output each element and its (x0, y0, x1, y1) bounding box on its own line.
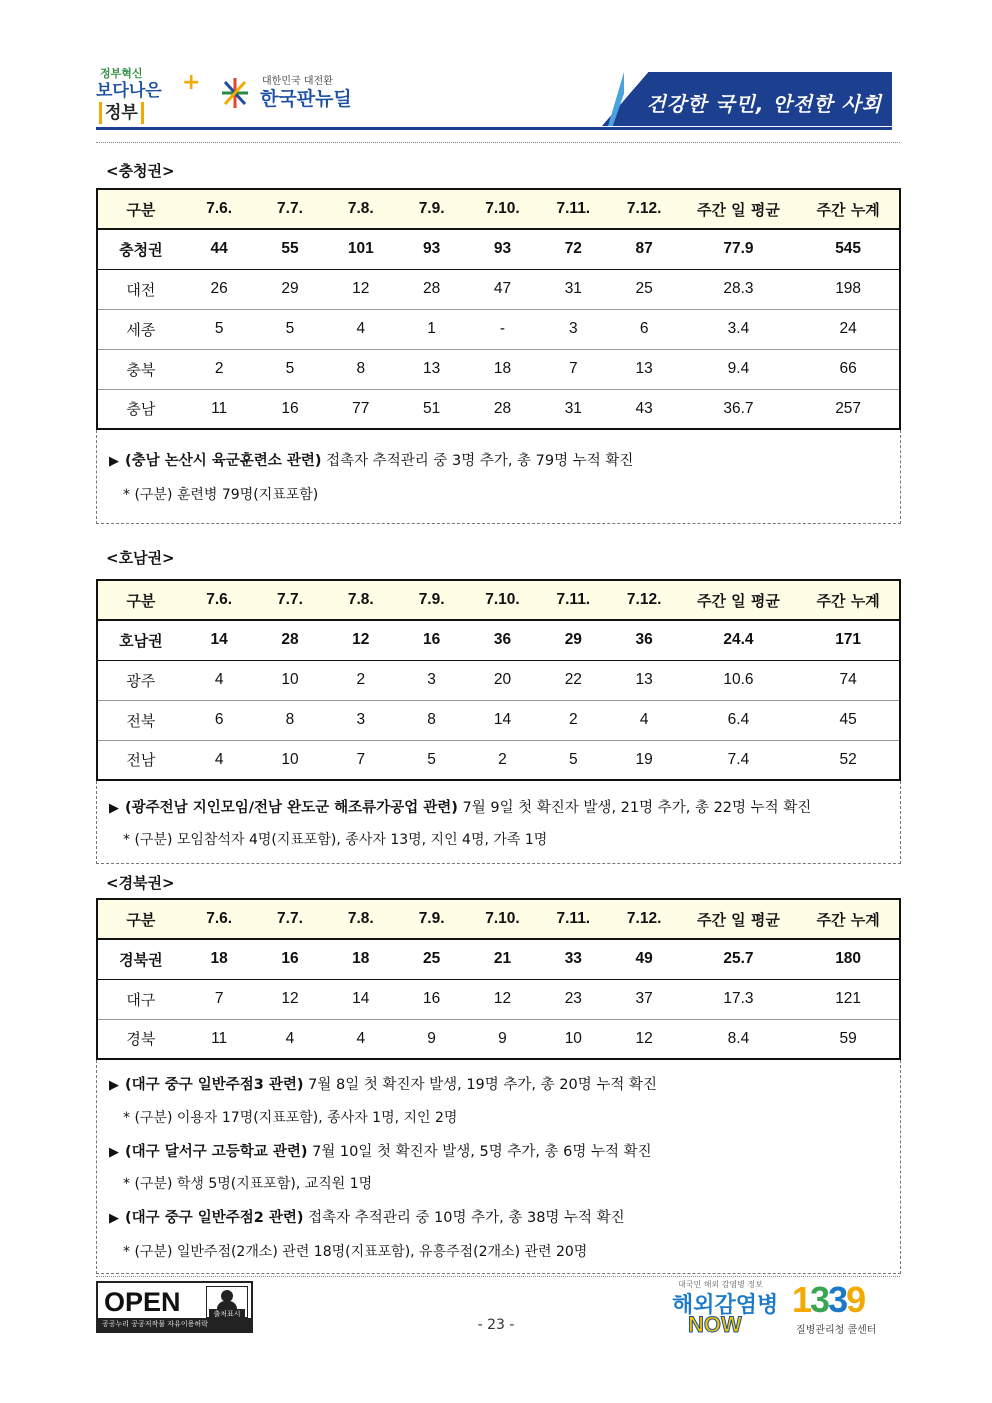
value-cell: 3 (538, 309, 609, 349)
section-title: <충청권> (106, 162, 175, 180)
note-text: 7월 10일 첫 확진자 발생, 5명 추가, 총 6명 누적 확진 (307, 1144, 652, 1160)
value-cell: 12 (609, 1019, 680, 1059)
region-table (96, 188, 901, 430)
footer-divider (96, 1276, 900, 1277)
note-line (109, 1206, 625, 1227)
value-cell: 77.9 (680, 229, 798, 269)
value-cell: 12 (325, 620, 396, 660)
value-cell: 101 (325, 229, 396, 269)
value-cell: 12 (255, 979, 326, 1019)
value-cell: 44 (184, 229, 255, 269)
logo1-small-text: 정부혁신 (100, 67, 143, 80)
column-header: 7.10. (467, 899, 538, 939)
table-row (97, 740, 900, 780)
value-cell: 11 (184, 389, 255, 429)
note-line (109, 1140, 652, 1161)
table-total-row (97, 939, 900, 979)
region-name-cell: 경북권 (97, 939, 184, 979)
column-header: 주간 누계 (797, 899, 900, 939)
value-cell: 12 (467, 979, 538, 1019)
value-cell: 36 (467, 620, 538, 660)
value-cell: 21 (467, 939, 538, 979)
notes-box (96, 781, 901, 864)
value-cell: 66 (797, 349, 900, 389)
note-title: (대구 중구 일반주점3 관련) (125, 1077, 304, 1093)
value-cell: 10 (538, 1019, 609, 1059)
table-header-row (97, 580, 900, 620)
value-cell: 18 (184, 939, 255, 979)
note-text: 접촉자 추적관리 중 3명 추가, 총 79명 누적 확진 (321, 453, 634, 469)
value-cell: 36.7 (680, 389, 798, 429)
region-name-cell: 호남권 (97, 620, 184, 660)
open-label: OPEN (104, 1287, 181, 1317)
value-cell: 24 (797, 309, 900, 349)
value-cell: 11 (184, 1019, 255, 1059)
value-cell: 121 (797, 979, 900, 1019)
value-cell: 59 (797, 1019, 900, 1059)
logo3-small-text: 대국민 해외 감염병 정보 (678, 1280, 763, 1289)
value-cell: 28 (467, 389, 538, 429)
value-cell: 7 (325, 740, 396, 780)
value-cell: 12 (325, 269, 396, 309)
column-header: 7.6. (184, 580, 255, 620)
value-cell: 10.6 (680, 660, 798, 700)
value-cell: 5 (538, 740, 609, 780)
header-divider (96, 142, 900, 143)
value-cell: 7 (538, 349, 609, 389)
value-cell: 29 (538, 620, 609, 660)
logo4-number: 1339 (792, 1279, 865, 1320)
column-header: 7.11. (538, 899, 609, 939)
value-cell: 23 (538, 979, 609, 1019)
column-header: 7.11. (538, 580, 609, 620)
value-cell: 77 (325, 389, 396, 429)
table-total-row (97, 620, 900, 660)
value-cell: 545 (797, 229, 900, 269)
value-cell: 29 (255, 269, 326, 309)
region-name-cell: 전북 (97, 700, 184, 740)
table-row (97, 309, 900, 349)
value-cell: 43 (609, 389, 680, 429)
value-cell: 13 (609, 349, 680, 389)
value-cell: 22 (538, 660, 609, 700)
open-caption: 공공누리 공공저작물 자유이용허락 (98, 1318, 251, 1331)
value-cell: 24.4 (680, 620, 798, 660)
value-cell: 87 (609, 229, 680, 269)
value-cell: 45 (797, 700, 900, 740)
column-header: 7.10. (467, 580, 538, 620)
triangle-bullet-icon: ▶ (109, 454, 119, 469)
value-cell: 5 (184, 309, 255, 349)
column-header: 7.8. (325, 899, 396, 939)
value-cell: 16 (396, 620, 467, 660)
value-cell: 51 (396, 389, 467, 429)
table-header-row (97, 189, 900, 229)
region-name-cell: 대전 (97, 269, 184, 309)
value-cell: 257 (797, 389, 900, 429)
column-header: 7.6. (184, 189, 255, 229)
slogan-text: 건강한 국민, 안전한 사회 (646, 92, 882, 116)
section-title: <호남권> (106, 549, 175, 567)
table-row (97, 269, 900, 309)
value-cell: 171 (797, 620, 900, 660)
value-cell: 25.7 (680, 939, 798, 979)
note-subline: * (구분) 학생 5명(지표포함), 교직원 1명 (123, 1176, 373, 1192)
value-cell: 20 (467, 660, 538, 700)
value-cell: 4 (325, 309, 396, 349)
value-cell: 28 (396, 269, 467, 309)
table-header-row (97, 899, 900, 939)
region-name-cell: 충청권 (97, 229, 184, 269)
value-cell: 93 (396, 229, 467, 269)
logo1-text-b: 정부 (99, 102, 144, 124)
section-title: <경북권> (106, 874, 175, 892)
triangle-bullet-icon: ▶ (109, 1145, 119, 1160)
region-table (96, 579, 901, 781)
note-subline: * (구분) 이용자 17명(지표포함), 종사자 1명, 지인 2명 (123, 1110, 458, 1126)
value-cell: 26 (184, 269, 255, 309)
note-title: (대구 중구 일반주점2 관련) (125, 1210, 304, 1226)
korean-new-deal-logo (220, 68, 360, 124)
value-cell: 47 (467, 269, 538, 309)
table-row (97, 1019, 900, 1059)
value-cell: 25 (396, 939, 467, 979)
value-cell: 72 (538, 229, 609, 269)
value-cell: 3 (396, 660, 467, 700)
note-title: (광주전남 지인모임/전남 완도군 해조류가공업 관련) (125, 800, 458, 816)
triangle-bullet-icon: ▶ (109, 801, 119, 816)
triangle-bullet-icon: ▶ (109, 1078, 119, 1093)
value-cell: 4 (255, 1019, 326, 1059)
value-cell: 4 (609, 700, 680, 740)
value-cell: 14 (184, 620, 255, 660)
value-cell: 28.3 (680, 269, 798, 309)
value-cell: 18 (325, 939, 396, 979)
value-cell: 25 (609, 269, 680, 309)
value-cell: 8 (396, 700, 467, 740)
government-innovation-logo (96, 68, 206, 124)
value-cell: 31 (538, 269, 609, 309)
region-name-cell: 충남 (97, 389, 184, 429)
value-cell: 8 (325, 349, 396, 389)
table-row (97, 660, 900, 700)
logo3-text: 해외감염병 (672, 1293, 779, 1318)
value-cell: 18 (467, 349, 538, 389)
value-cell: 7 (184, 979, 255, 1019)
region-name-cell: 충북 (97, 349, 184, 389)
value-cell: 2 (184, 349, 255, 389)
column-header: 주간 일 평균 (680, 580, 798, 620)
value-cell: 49 (609, 939, 680, 979)
call-center-1339-logo (790, 1279, 898, 1337)
column-header: 7.7. (255, 899, 326, 939)
value-cell: 16 (255, 939, 326, 979)
value-cell: 8 (255, 700, 326, 740)
value-cell: 4 (325, 1019, 396, 1059)
column-header: 7.12. (609, 580, 680, 620)
value-cell: 55 (255, 229, 326, 269)
value-cell: 28 (255, 620, 326, 660)
value-cell: 13 (396, 349, 467, 389)
value-cell: - (467, 309, 538, 349)
value-cell: 3.4 (680, 309, 798, 349)
value-cell: 14 (325, 979, 396, 1019)
value-cell: 1 (396, 309, 467, 349)
logo3-now-text: NOW (688, 1312, 742, 1337)
note-line (109, 796, 811, 817)
page-header (96, 62, 892, 130)
column-header: 7.10. (467, 189, 538, 229)
column-header: 구분 (97, 899, 184, 939)
note-text: 접촉자 추적관리 중 10명 추가, 총 38명 누적 확진 (303, 1210, 625, 1226)
value-cell: 180 (797, 939, 900, 979)
value-cell: 6 (184, 700, 255, 740)
region-name-cell: 경북 (97, 1019, 184, 1059)
value-cell: 31 (538, 389, 609, 429)
column-header: 7.7. (255, 580, 326, 620)
value-cell: 8.4 (680, 1019, 798, 1059)
plus-icon: + (182, 70, 201, 95)
value-cell: 5 (255, 349, 326, 389)
column-header: 주간 누계 (797, 189, 900, 229)
table-row (97, 389, 900, 429)
column-header: 주간 누계 (797, 580, 900, 620)
table-row (97, 349, 900, 389)
value-cell: 93 (467, 229, 538, 269)
column-header: 7.9. (396, 580, 467, 620)
header-rule (96, 127, 892, 130)
value-cell: 9 (396, 1019, 467, 1059)
column-header: 주간 일 평균 (680, 189, 798, 229)
value-cell: 2 (467, 740, 538, 780)
logo2-text: 한국판뉴딜 (260, 88, 352, 110)
value-cell: 74 (797, 660, 900, 700)
value-cell: 5 (255, 309, 326, 349)
notes-box (96, 1060, 901, 1274)
region-name-cell: 광주 (97, 660, 184, 700)
column-header: 구분 (97, 189, 184, 229)
region-table (96, 898, 901, 1060)
column-header: 7.8. (325, 580, 396, 620)
value-cell: 4 (184, 660, 255, 700)
value-cell: 10 (255, 660, 326, 700)
value-cell: 13 (609, 660, 680, 700)
overseas-infectious-disease-now-logo (672, 1279, 782, 1337)
note-line (109, 449, 633, 470)
column-header: 주간 일 평균 (680, 899, 798, 939)
table-total-row (97, 229, 900, 269)
value-cell: 4 (184, 740, 255, 780)
region-name-cell: 세종 (97, 309, 184, 349)
value-cell: 6 (609, 309, 680, 349)
logo4-caption: 질병관리청 콜센터 (796, 1325, 877, 1336)
value-cell: 9 (467, 1019, 538, 1059)
column-header: 7.9. (396, 899, 467, 939)
notes-box (96, 430, 901, 524)
note-line (109, 1073, 657, 1094)
license-label: 출처표시 (209, 1309, 245, 1319)
value-cell: 6.4 (680, 700, 798, 740)
note-text: 7월 9일 첫 확진자 발생, 21명 추가, 총 22명 누적 확진 (457, 800, 812, 816)
column-header: 7.9. (396, 189, 467, 229)
value-cell: 2 (538, 700, 609, 740)
column-header: 7.6. (184, 899, 255, 939)
logo2-small-text: 대한민국 대전환 (262, 76, 333, 87)
note-subline: * (구분) 일반주점(2개소) 관련 18명(지표포함), 유흥주점(2개소) 관련 20명 (123, 1244, 588, 1260)
value-cell: 16 (255, 389, 326, 429)
logo1-text-a: 보다나은 (96, 81, 162, 101)
value-cell: 37 (609, 979, 680, 1019)
page-number: - 23 - (477, 1317, 515, 1333)
column-header: 7.11. (538, 189, 609, 229)
note-text: 7월 8일 첫 확진자 발생, 19명 추가, 총 20명 누적 확진 (303, 1077, 657, 1093)
note-title: (대구 달서구 고등학교 관련) (125, 1144, 308, 1160)
column-header: 구분 (97, 580, 184, 620)
value-cell: 9.4 (680, 349, 798, 389)
value-cell: 7.4 (680, 740, 798, 780)
value-cell: 2 (325, 660, 396, 700)
value-cell: 52 (797, 740, 900, 780)
value-cell: 36 (609, 620, 680, 660)
note-title: (충남 논산시 육군훈련소 관련) (125, 453, 322, 469)
table-row (97, 979, 900, 1019)
column-header: 7.12. (609, 189, 680, 229)
column-header: 7.8. (325, 189, 396, 229)
triangle-bullet-icon: ▶ (109, 1211, 119, 1226)
value-cell: 16 (396, 979, 467, 1019)
region-name-cell: 대구 (97, 979, 184, 1019)
note-subline: * (구분) 훈련병 79명(지표포함) (123, 487, 319, 503)
value-cell: 5 (396, 740, 467, 780)
value-cell: 33 (538, 939, 609, 979)
value-cell: 19 (609, 740, 680, 780)
region-name-cell: 전남 (97, 740, 184, 780)
new-deal-star-icon (220, 76, 250, 110)
value-cell: 10 (255, 740, 326, 780)
note-subline: * (구분) 모임참석자 4명(지표포함), 종사자 13명, 지인 4명, 가족 1명 (123, 832, 548, 848)
attribution-icon (206, 1286, 248, 1318)
value-cell: 14 (467, 700, 538, 740)
table-row (97, 700, 900, 740)
column-header: 7.12. (609, 899, 680, 939)
value-cell: 17.3 (680, 979, 798, 1019)
value-cell: 198 (797, 269, 900, 309)
value-cell: 3 (325, 700, 396, 740)
column-header: 7.7. (255, 189, 326, 229)
